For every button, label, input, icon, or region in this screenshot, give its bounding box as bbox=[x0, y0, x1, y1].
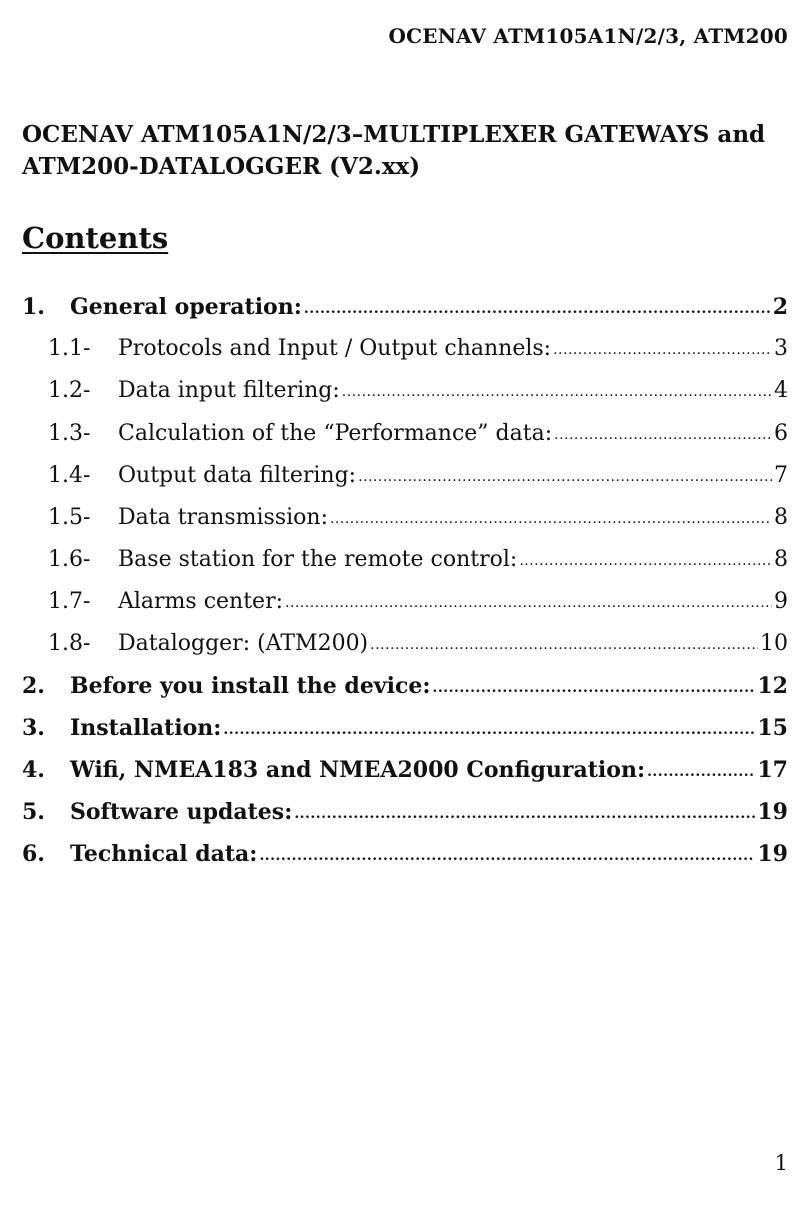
toc-dot-leader bbox=[304, 301, 771, 317]
toc-entry-number: 1.4- bbox=[48, 463, 91, 488]
toc-entry-page: 3 bbox=[774, 336, 788, 361]
contents-heading: Contents bbox=[22, 221, 169, 255]
toc-entry-page: 4 bbox=[774, 378, 788, 403]
toc-dot-leader bbox=[358, 469, 772, 485]
toc-entry-page: 8 bbox=[774, 505, 788, 530]
toc-dot-leader bbox=[519, 553, 772, 569]
toc-entry-title: Before you install the device: bbox=[70, 673, 431, 699]
page-number: 1 bbox=[774, 1151, 788, 1175]
toc-entry-1-8[interactable] bbox=[22, 631, 788, 656]
toc-entry-title: Data transmission: bbox=[118, 505, 328, 530]
toc-dot-leader bbox=[294, 806, 755, 822]
toc-entry-page: 7 bbox=[774, 463, 788, 488]
toc-entry-number: 1.5- bbox=[48, 505, 91, 530]
toc-entry-number: 5. bbox=[22, 799, 45, 825]
toc-dot-leader bbox=[432, 680, 755, 696]
toc-entry-title: Base station for the remote control: bbox=[118, 547, 518, 572]
toc-entry-page: 8 bbox=[774, 547, 788, 572]
toc-entry-page: 12 bbox=[757, 673, 788, 699]
toc-entry-number: 1.6- bbox=[48, 547, 91, 572]
toc-entry-number: 1. bbox=[22, 294, 45, 320]
toc-entry-number: 3. bbox=[22, 715, 45, 741]
toc-entry-title: Wifi, NMEA183 and NMEA2000 Configuration: bbox=[70, 757, 646, 783]
toc-entry-number: 1.7- bbox=[48, 589, 91, 614]
toc-dot-leader bbox=[330, 511, 772, 527]
toc-dot-leader bbox=[259, 848, 755, 864]
toc-entry-1-6[interactable] bbox=[22, 547, 788, 572]
toc-entry-title: Data input filtering: bbox=[118, 378, 340, 403]
toc-entry-number: 1.2- bbox=[48, 378, 91, 403]
toc-entry-title: Technical data: bbox=[70, 841, 258, 867]
toc-entry-page: 9 bbox=[774, 589, 788, 614]
document-title-line-2: ATM200-DATALOGGER (V2.xx) bbox=[22, 153, 421, 180]
toc-entry-title: Software updates: bbox=[70, 799, 293, 825]
toc-entry-1-5[interactable] bbox=[22, 505, 788, 530]
toc-dot-leader bbox=[223, 722, 755, 738]
toc-entry-page: 6 bbox=[774, 421, 788, 446]
toc-entry-3[interactable] bbox=[22, 715, 788, 741]
document-title bbox=[22, 119, 782, 183]
toc-entry-page: 2 bbox=[772, 294, 788, 320]
document-title-line-1: OCENAV ATM105A1N/2/3–MULTIPLEXER GATEWAYS and bbox=[22, 121, 766, 148]
toc-entry-title: Installation: bbox=[70, 715, 222, 741]
toc-entry-1-4[interactable] bbox=[22, 463, 788, 488]
toc-dot-leader bbox=[554, 427, 772, 443]
toc-entry-title: Calculation of the “Performance” data: bbox=[118, 421, 553, 446]
toc-dot-leader bbox=[647, 764, 755, 780]
toc-entry-number: 2. bbox=[22, 673, 45, 699]
toc-entry-6[interactable] bbox=[22, 841, 788, 867]
toc-entry-1-1[interactable] bbox=[22, 336, 788, 361]
toc-entry-4[interactable] bbox=[22, 757, 788, 783]
running-header: OCENAV ATM105A1N/2/3, ATM200 bbox=[388, 24, 788, 48]
toc-entry-page: 17 bbox=[757, 757, 788, 783]
toc-entry-number: 4. bbox=[22, 757, 45, 783]
toc-entry-title: Protocols and Input / Output channels: bbox=[118, 336, 552, 361]
toc-entry-number: 1.8- bbox=[48, 631, 91, 656]
toc-dot-leader bbox=[370, 637, 758, 653]
toc-entry-page: 19 bbox=[757, 841, 788, 867]
toc-entry-number: 1.3- bbox=[48, 421, 91, 446]
toc-dot-leader bbox=[342, 384, 772, 400]
toc-entry-number: 1.1- bbox=[48, 336, 91, 361]
toc-entry-1-7[interactable] bbox=[22, 589, 788, 614]
toc-entry-title: Alarms center: bbox=[118, 589, 283, 614]
toc-entry-title: Output data filtering: bbox=[118, 463, 357, 488]
toc-entry-5[interactable] bbox=[22, 799, 788, 825]
toc-entry-page: 15 bbox=[757, 715, 788, 741]
toc-entry-page: 10 bbox=[760, 631, 788, 656]
toc-entry-page: 19 bbox=[757, 799, 788, 825]
toc-entry-1-3[interactable] bbox=[22, 421, 788, 446]
toc-entry-title: General operation: bbox=[70, 294, 302, 320]
toc-dot-leader bbox=[285, 595, 772, 611]
toc-entry-2[interactable] bbox=[22, 673, 788, 699]
toc-dot-leader bbox=[553, 342, 772, 358]
toc-entry-title: Datalogger: (ATM200) bbox=[118, 631, 369, 656]
toc-entry-1[interactable] bbox=[22, 294, 788, 320]
toc-entry-number: 6. bbox=[22, 841, 45, 867]
toc-entry-1-2[interactable] bbox=[22, 378, 788, 403]
